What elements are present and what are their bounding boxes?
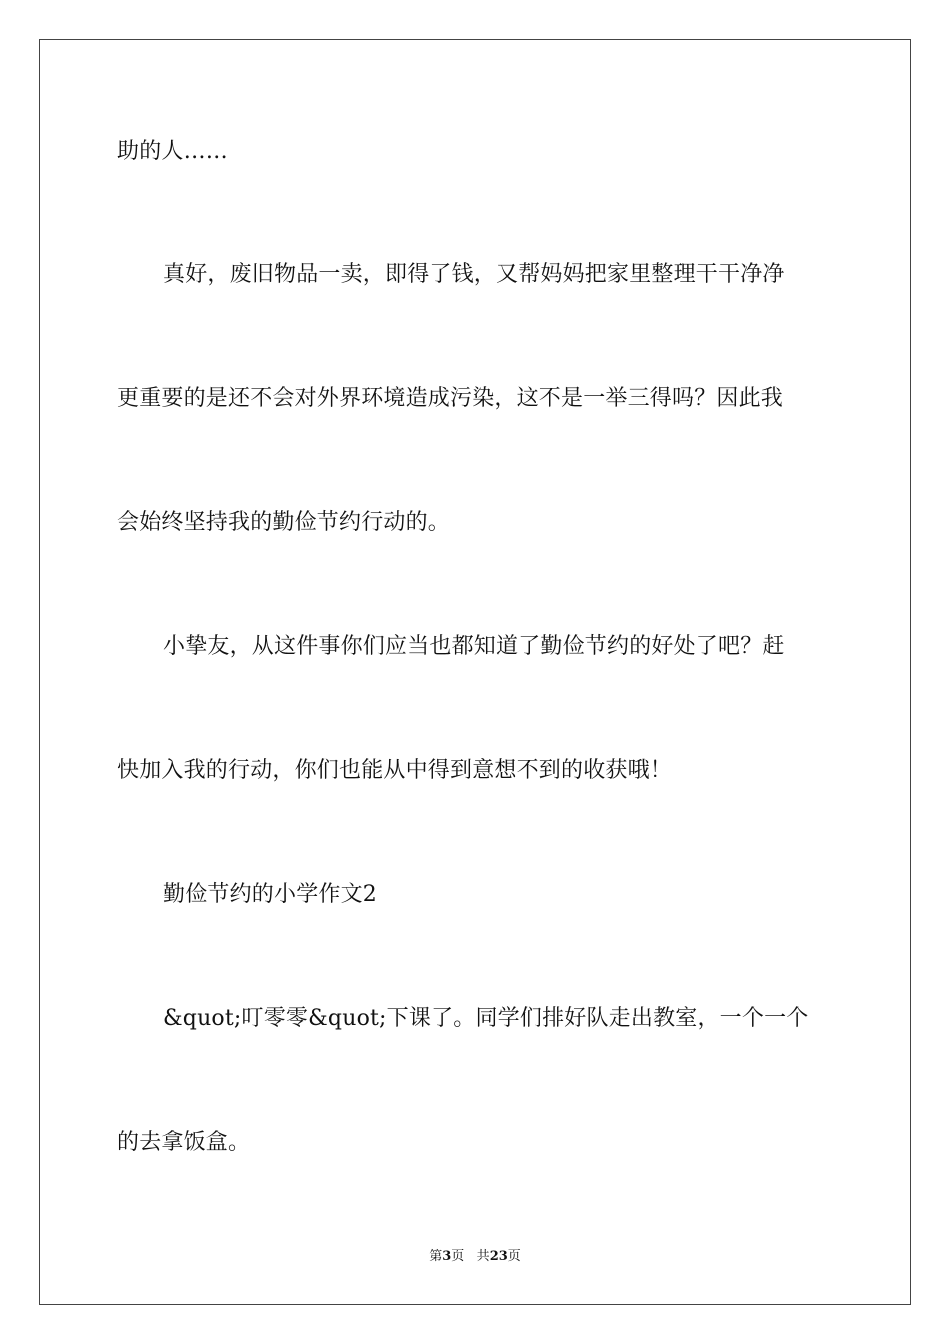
text-line-5: 小挚友，从这件事你们应当也都知道了勤俭节约的好处了吧？赶 [163, 634, 785, 659]
page-footer [0, 1248, 950, 1266]
text-line-4: 会始终坚持我的勤俭节约行动的。 [117, 510, 451, 535]
text-line-8: 的去拿饭盒。 [117, 1130, 251, 1155]
text-line-2: 真好，废旧物品一卖，即得了钱，又帮妈妈把家里整理干干净净 [163, 262, 785, 287]
page-current: 3 [442, 1249, 452, 1264]
total-prefix: 共 [476, 1249, 490, 1264]
text-line-6: 快加入我的行动，你们也能从中得到意想不到的收获哦！ [117, 758, 673, 783]
section-heading: 勤俭节约的小学作文2 [163, 882, 377, 907]
page-border [39, 39, 911, 1305]
text-line-7: &quot;叮零零&quot;下课了。同学们排好队走出教室，一个一个 [163, 1006, 809, 1031]
total-suffix: 页 [507, 1249, 521, 1264]
page-suffix: 页 [451, 1249, 465, 1264]
text-line-3: 更重要的是还不会对外界环境造成污染，这不是一举三得吗？因此我 [117, 386, 784, 411]
page-prefix: 第 [429, 1249, 443, 1264]
text-line-1: 助的人…… [117, 139, 229, 164]
page-total: 23 [489, 1249, 508, 1264]
